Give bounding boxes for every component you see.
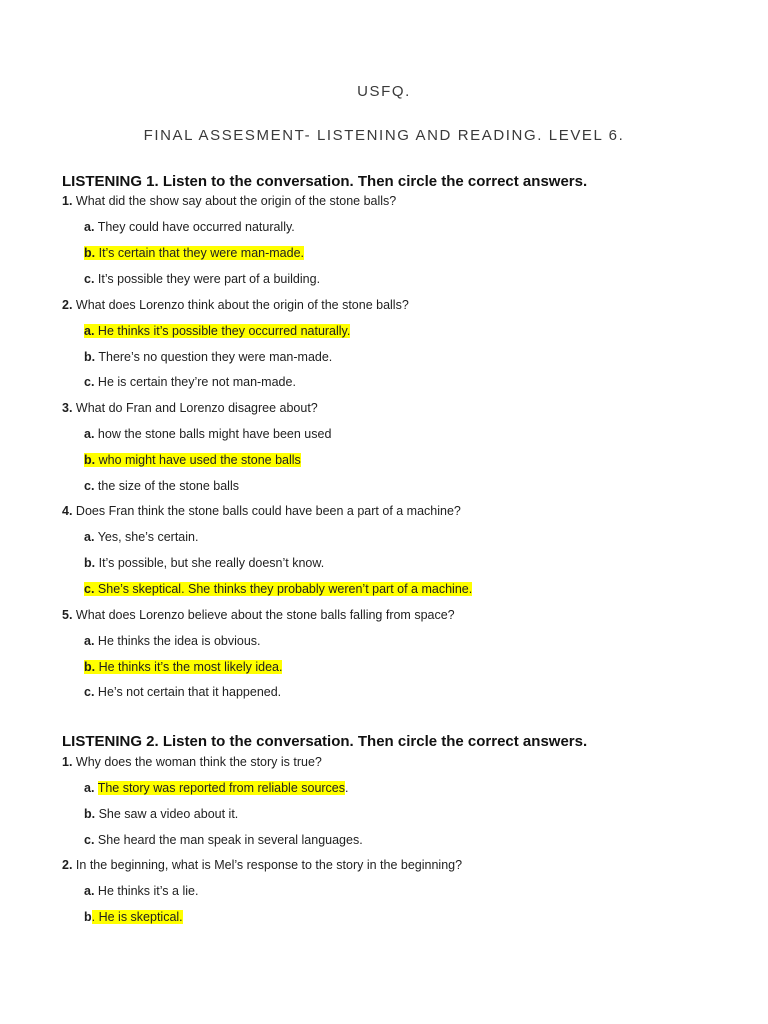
exam-title: FINAL ASSESMENT- LISTENING AND READING. LEVEL 6. [143,127,625,144]
school-name: USFQ. [357,83,411,100]
option-1-4-a: a. Yes, she’s certain. [84,530,199,544]
question-2-2: 2. In the beginning, what is Mel’s response to the story in the beginning? [62,858,463,872]
option-2-1-b: b. She saw a video about it. [84,807,239,821]
option-1-3-c: c. the size of the stone balls [84,479,239,493]
question-1-2: 2. What does Lorenzo think about the origin of the stone balls? [62,298,409,312]
option-2-1-a: a. The story was reported from reliable sources. [84,781,349,795]
option-1-3-a: a. how the stone balls might have been used [84,427,332,441]
option-1-5-a: a. He thinks the idea is obvious. [84,634,261,648]
listening-2-heading: LISTENING 2. Listen to the conversation. Then circle the correct answers. [62,733,588,750]
option-1-4-b: b. It’s possible, but she really doesn’t know. [84,556,325,570]
option-1-2-c: c. He is certain they’re not man-made. [84,375,296,389]
option-1-3-b: b. who might have used the stone balls [84,453,301,467]
option-2-2-a: a. He thinks it’s a lie. [84,884,199,898]
option-1-2-b: b. There’s no question they were man-made. [84,350,333,364]
option-1-5-b: b. He thinks it’s the most likely idea. [84,660,283,674]
option-2-2-b: b. He is skeptical. [84,910,183,924]
option-1-1-c: c. It’s possible they were part of a building. [84,272,321,286]
listening-1-heading: LISTENING 1. Listen to the conversation. Then circle the correct answers. [62,173,588,190]
option-1-1-a: a. They could have occurred naturally. [84,220,295,234]
option-1-5-c: c. He’s not certain that it happened. [84,685,282,699]
question-2-1: 1. Why does the woman think the story is true? [62,755,322,769]
question-1-3: 3. What do Fran and Lorenzo disagree about? [62,401,318,415]
option-1-1-b: b. It’s certain that they were man-made. [84,246,305,260]
question-1-5: 5. What does Lorenzo believe about the stone balls falling from space? [62,608,455,622]
option-1-4-c: c. She’s skeptical. She thinks they probably weren’t part of a machine. [84,582,473,596]
option-1-2-a: a. He thinks it’s possible they occurred naturally. [84,324,351,338]
option-2-1-c: c. She heard the man speak in several languages. [84,833,363,847]
question-1-1: 1. What did the show say about the origin of the stone balls? [62,194,397,208]
question-1-4: 4. Does Fran think the stone balls could have been a part of a machine? [62,504,461,518]
